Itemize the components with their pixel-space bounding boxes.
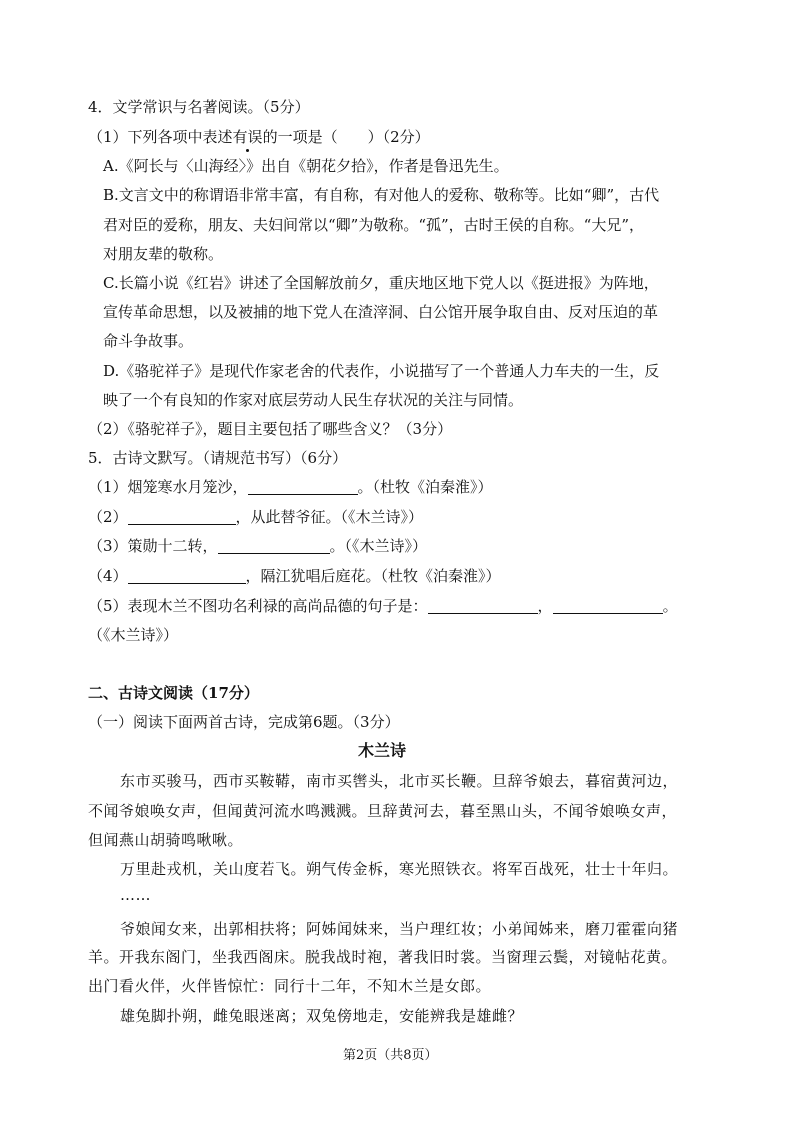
q4-option-b-line3: 对朋友辈的敬称。 <box>103 245 224 263</box>
poem-ellipsis: …… <box>120 886 151 904</box>
poem-line-3: 但闻燕山胡骑鸣啾啾。 <box>88 831 244 849</box>
q4-sub2: （2）《骆驼祥子》，题目主要包括了哪些含义？（3分） <box>88 420 453 438</box>
q4-option-b-line2: 君对臣的爱称，朋友、夫妇间常以“卿”为敬称。“孤”，古时王侯的自称。“大兄”， <box>103 216 645 234</box>
poem-title: 木兰诗 <box>358 741 407 760</box>
poem-line-5: 爷娘闻女来，出郭相扶将；阿姊闻妹来，当户理红妆；小弟闻姊来，磨刀霍霍向猪 <box>120 920 679 938</box>
q4-option-c-line2: 宣传革命思想，以及被捕的地下党人在渣滓洞、白公馆开展争取自由、反对压迫的革 <box>103 303 659 321</box>
q4-sub1-pre: （1）下列各项中表述 <box>88 128 233 146</box>
answer-blank-6[interactable] <box>553 599 663 614</box>
answer-blank-4[interactable] <box>128 569 246 584</box>
q5-item5-source: （《木兰诗》） <box>88 626 179 644</box>
q5-item2-post: ，从此替爷征。（《木兰诗》） <box>235 508 424 526</box>
q5-item3-post: 。（《木兰诗》） <box>329 537 428 555</box>
q5-item4-pre: （4） <box>88 567 128 585</box>
section2-heading: 二、古诗文阅读（17分） <box>88 684 259 702</box>
poem-line-2: 不闻爷娘唤女声，但闻黄河流水鸣溅溅。旦辞黄河去，暮至黑山头，不闻爷娘唤女声， <box>88 802 678 820</box>
q4-option-c-line1: C.长篇小说《红岩》讲述了全国解放前夕，重庆地区地下党人以《挺进报》为阵地， <box>103 274 659 292</box>
poem-line-4: 万里赴戎机，关山度若飞。朔气传金柝，寒光照铁衣。将军百战死，壮士十年归。 <box>120 860 679 878</box>
q4-heading: 4．文学常识与名著阅读。（5分） <box>88 98 310 116</box>
q5-item5-mid: ， <box>537 597 553 615</box>
poem-line-8: 雄兔脚扑朔，雌兔眼迷离；双兔傍地走，安能辨我是雄雌？ <box>120 1007 524 1025</box>
page-footer: 第2页（共8页） <box>343 1048 438 1063</box>
q4-sub1-post: 的一项是（ ）（2分） <box>262 128 430 146</box>
q5-item4-post: ，隔江犹唱后庭花。（杜牧《泊秦淮》） <box>245 567 501 585</box>
q5-item5-pre: （5）表现木兰不图功名利禄的高尚品德的句子是： <box>88 597 428 615</box>
q4-option-a: A.《阿长与〈山海经〉》出自《朝花夕拾》，作者是鲁迅先生。 <box>103 157 509 175</box>
answer-blank-2[interactable] <box>128 510 236 525</box>
q5-item1-post: 。（杜牧《泊秦淮》） <box>357 478 493 496</box>
poem-line-7: 出门看火伴，火伴皆惊忙：同行十二年，不知木兰是女郎。 <box>88 977 492 995</box>
q5-item1 <box>88 477 493 497</box>
q5-item5 <box>88 596 678 616</box>
poem-line-1: 东市买骏马，西市买鞍鞯，南市买辔头，北市买长鞭。旦辞爷娘去，暮宿黄河边， <box>120 772 679 790</box>
answer-blank-1[interactable] <box>248 480 358 495</box>
section2-part1: （一）阅读下面两首古诗，完成第6题。（3分） <box>88 713 400 731</box>
q5-item2-pre: （2） <box>88 508 128 526</box>
poem-line-6: 羊。开我东阁门，坐我西阁床。脱我战时袍，著我旧时裳。当窗理云鬓，对镜帖花黄。 <box>88 948 678 966</box>
q5-item1-pre: （1）烟笼寒水月笼沙， <box>88 478 248 496</box>
q5-item4 <box>88 566 501 586</box>
q4-option-d-line1: D.《骆驼祥子》是现代作家老舍的代表作，小说描写了一个普通人力车夫的一生，反 <box>103 362 660 380</box>
q5-item3 <box>88 536 427 556</box>
q4-option-b-line1: B.文言文中的称谓语非常丰富，有自称，有对他人的爱称、敬称等。比如“卿”，古代 <box>103 186 660 204</box>
q5-item2 <box>88 507 423 527</box>
q5-item3-pre: （3）策勋十二转， <box>88 537 218 555</box>
q4-option-c-line3: 命斗争故事。 <box>103 332 194 350</box>
q5-item5-post: 。 <box>662 597 678 615</box>
answer-blank-3[interactable] <box>218 539 330 554</box>
q5-heading: 5．古诗文默写。（请规范书写）（6分） <box>88 449 348 467</box>
q4-sub1-emphasis: 有误 <box>232 128 263 146</box>
answer-blank-5[interactable] <box>428 599 538 614</box>
q4-sub1 <box>88 127 430 147</box>
q4-option-d-line2: 映了一个有良知的作家对底层劳动人民生存状况的关注与同情。 <box>103 391 524 409</box>
